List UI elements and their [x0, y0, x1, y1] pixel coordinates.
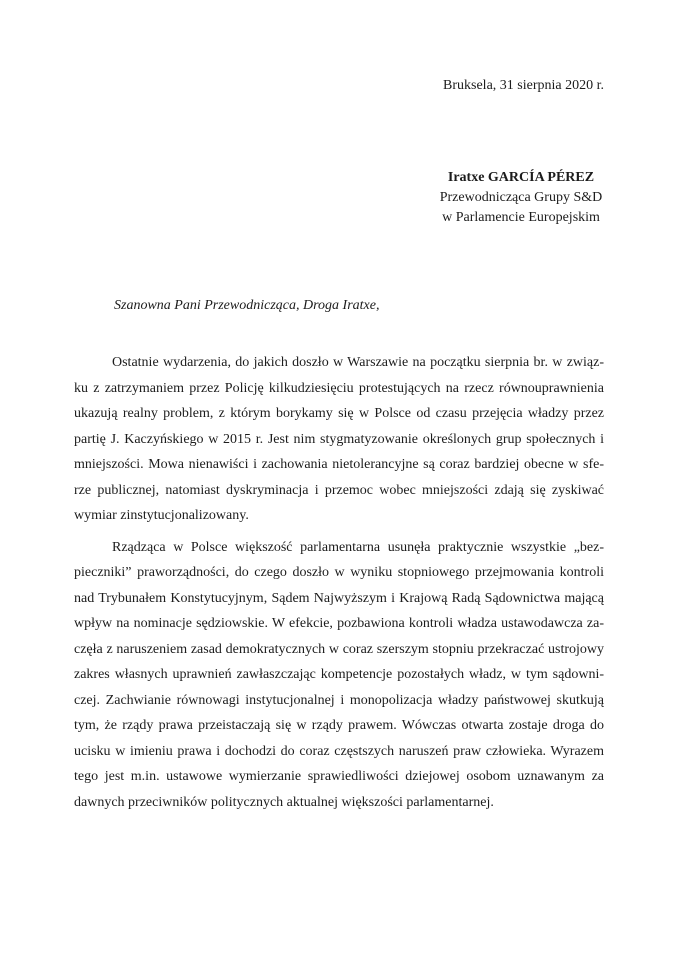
body-line: Ostatnie wydarzenia, do jakich doszło w Warszawie na początku sierpnia br. w związ-: [112, 355, 604, 370]
body-line: częła z naruszeniem zasad demokratycznych w coraz szerszym stopniu przekraczać ustrojowy: [74, 641, 604, 657]
body-line: tego jest m.in. ustawowe wymierzanie sprawiedliwości dziejowej osobom uznawanym za: [74, 769, 604, 784]
paragraph: [74, 350, 604, 529]
recipient-name: Iratxe GARCÍA PÉREZ: [447, 170, 595, 185]
body-line: ku z zatrzymaniem przez Policję kilkudziesięciu protestujących na rzecz równouprawnienia: [74, 380, 604, 396]
body-line: pieczniki” praworządności, do czego doszło w wyniku stopniowego przejmowania kontroli: [74, 565, 604, 580]
body-line: ucisku w imieniu prawa i dochodzi do coraz częstszych naruszeń praw człowieka. Wyrazem: [74, 743, 604, 759]
body-line: rze publicznej, natomiast dyskryminacja i przemoc wobec mniejszości zdają się zyskiwać: [74, 482, 604, 498]
recipient-org: w Parlamencie Europejskim: [442, 210, 600, 225]
body-line: zakres własnych uprawnień zawłaszczając kompetencje pozostałych władz, w tym sądowni-: [74, 667, 604, 682]
body-line: Rządząca w Polsce większość parlamentarna usunęła praktycznie wszystkie „bez-: [112, 539, 604, 555]
body-line: mniejszości. Mowa nienawiści i zachowania nietolerancyjne są coraz bardziej obecne w sfe-: [74, 457, 604, 472]
letter-body: [74, 350, 604, 815]
body-line: ukazują realny problem, z którym borykamy się w Polsce od czasu przejęcia władzy przez: [74, 406, 604, 421]
date-line: Bruksela, 31 sierpnia 2020 r.: [443, 78, 604, 93]
body-line: nad Trybunałem Konstytucyjnym, Sądem Najwyższym i Krajową Radą Sądownictwa mającą: [74, 590, 604, 606]
body-line: czej. Zachwianie równowagi instytucjonalnej i monopolizacja władzy państwowej skutkują: [74, 692, 604, 708]
recipient-block: [400, 168, 642, 228]
salutation: Szanowna Pani Przewodnicząca, Droga Iratxe,: [114, 298, 380, 313]
body-line: tym, że rządy prawa przeistaczają się w rządy prawem. Wówczas otwarta zostaje droga do: [74, 718, 604, 733]
body-line: partię J. Kaczyńskiego w 2015 r. Jest nim stygmatyzowanie określonych grup społecznych i: [74, 431, 604, 447]
body-line: wymiar zinstytucjonalizowany.: [74, 508, 249, 523]
body-line: dawnych przeciwników politycznych aktualnej większości parlamentarnej.: [74, 794, 494, 810]
body-line: wpływ na nominacje sędziowskie. W efekcie, pozbawiona kontroli władza ustawodawcza za-: [74, 616, 604, 631]
paragraph: [74, 535, 604, 816]
recipient-title: Przewodnicząca Grupy S&D: [439, 190, 603, 205]
